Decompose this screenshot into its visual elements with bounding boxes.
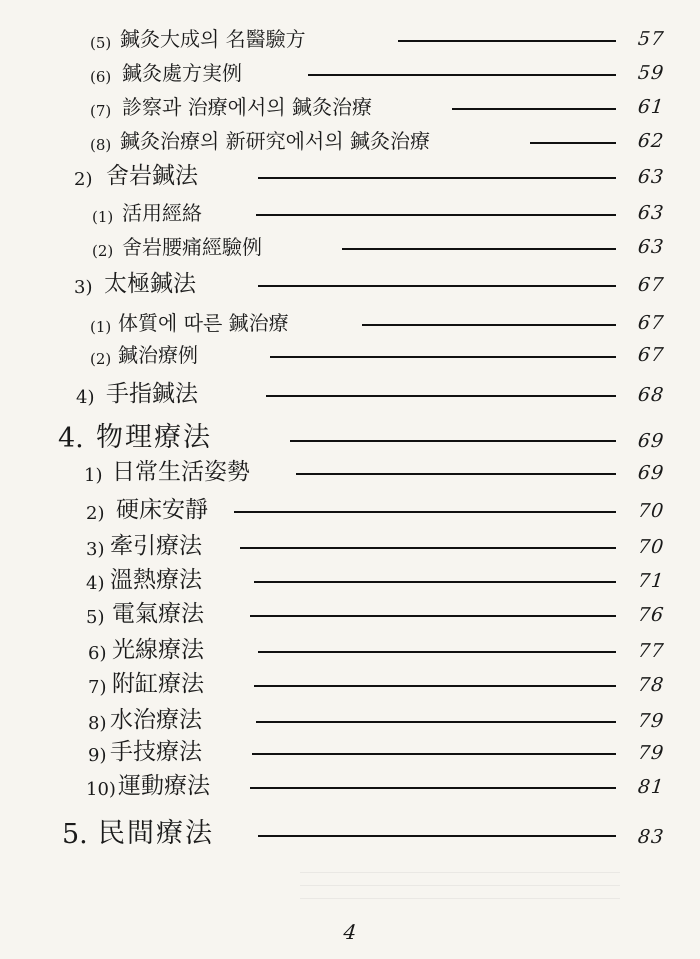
page-number: 4 — [342, 920, 358, 944]
toc-entry — [0, 160, 700, 194]
toc-entry — [0, 90, 700, 124]
toc-leader-line — [252, 753, 616, 755]
toc-leader-line — [308, 74, 616, 76]
bleed-through-shadow — [300, 860, 620, 910]
toc-entry-number: (1) — [90, 318, 112, 336]
toc-entry — [0, 704, 700, 738]
toc-entry — [0, 306, 700, 340]
toc-entry-page: 63 — [636, 202, 666, 224]
toc-entry-title: 日常生活姿勢 — [112, 459, 250, 485]
toc-leader-line — [258, 177, 616, 179]
toc-entry-title: 民間療法 — [98, 818, 214, 849]
toc-entry-page: 62 — [636, 130, 666, 152]
toc-entry-title: 硬床安靜 — [116, 497, 208, 523]
toc-entry-title: 鍼灸處方実例 — [122, 61, 242, 85]
toc-entry-number: 2) — [74, 169, 93, 190]
toc-entry-page: 67 — [636, 312, 666, 334]
toc-entry-page: 83 — [636, 826, 666, 848]
toc-entry — [0, 494, 700, 528]
toc-entry-title: 鍼灸大成의 名醫驗方 — [120, 27, 306, 51]
toc-entry — [0, 456, 700, 490]
toc-entry-number: (7) — [90, 102, 112, 120]
toc-entry — [0, 530, 700, 564]
toc-leader-line — [266, 395, 616, 397]
toc-entry — [0, 634, 700, 668]
toc-entry-page: 81 — [636, 776, 666, 798]
toc-leader-line — [296, 473, 616, 475]
toc-entry — [0, 56, 700, 90]
toc-entry-title: 電氣療法 — [112, 601, 204, 627]
toc-leader-line — [254, 581, 616, 583]
toc-leader-line — [256, 214, 616, 216]
toc-entry-number: 7) — [88, 677, 107, 698]
toc-entry-title: 鍼治療例 — [118, 343, 198, 367]
toc-entry — [0, 124, 700, 158]
toc-entry-title: 牽引療法 — [110, 533, 202, 559]
toc-leader-line — [256, 721, 616, 723]
toc-entry-page: 69 — [636, 430, 666, 452]
toc-entry-page: 71 — [636, 570, 666, 592]
toc-entry — [0, 668, 700, 702]
toc-entry — [0, 564, 700, 598]
toc-entry-page: 70 — [636, 536, 666, 558]
toc-leader-line — [452, 108, 616, 110]
toc-leader-line — [240, 547, 616, 549]
toc-leader-line — [398, 40, 616, 42]
toc-entry-title: 手指鍼法 — [106, 381, 198, 407]
toc-entry-number: 3) — [86, 539, 105, 560]
toc-entry-page: 69 — [636, 462, 666, 484]
toc-entry — [0, 338, 700, 372]
toc-entry-number: 10) — [86, 779, 116, 800]
toc-entry-title: 溫熱療法 — [110, 567, 202, 593]
toc-entry-number: 4. — [58, 423, 84, 454]
toc-entry-page: 77 — [636, 640, 666, 662]
toc-entry — [0, 378, 700, 412]
toc-entry — [0, 230, 700, 264]
toc-entry-page: 67 — [636, 344, 666, 366]
toc-entry-title: 物理療法 — [96, 422, 212, 453]
toc-leader-line — [258, 835, 616, 837]
toc-entry-number: (1) — [92, 208, 114, 226]
toc-entry-number: (5) — [90, 34, 112, 52]
toc-entry-number: 8) — [88, 713, 107, 734]
toc-leader-line — [250, 787, 616, 789]
toc-entry-number: 5. — [62, 819, 88, 850]
toc-leader-line — [234, 511, 616, 513]
toc-entry-page: 63 — [636, 166, 666, 188]
toc-entry-page: 79 — [636, 742, 666, 764]
toc-leader-line — [270, 356, 616, 358]
toc-entry-title: 手技療法 — [110, 739, 202, 765]
toc-entry — [0, 736, 700, 770]
toc-entry-page: 68 — [636, 384, 666, 406]
toc-entry-number: (6) — [90, 68, 112, 86]
toc-entry-number: 5) — [86, 607, 105, 628]
toc-leader-line — [258, 651, 616, 653]
toc-entry — [0, 22, 700, 56]
toc-entry — [0, 814, 700, 854]
toc-entry-title: 体質에 따른 鍼治療 — [118, 311, 289, 335]
toc-leader-line — [258, 285, 616, 287]
toc-entry-page: 76 — [636, 604, 666, 626]
toc-entry-number: 2) — [86, 503, 105, 524]
toc-entry-title: 水治療法 — [110, 707, 202, 733]
toc-entry-title: 太極鍼法 — [104, 271, 196, 297]
toc-leader-line — [290, 440, 616, 442]
toc-entry-number: (8) — [90, 136, 112, 154]
toc-entry-title: 診察과 治療에서의 鍼灸治療 — [122, 95, 372, 119]
toc-entry-page: 57 — [636, 28, 666, 50]
toc-entry — [0, 418, 700, 458]
toc-entry-number: (2) — [92, 242, 114, 260]
toc-entry-number: 4) — [86, 573, 105, 594]
toc-entry-number: 1) — [84, 465, 103, 486]
toc-entry-number: 6) — [88, 643, 107, 664]
toc-leader-line — [362, 324, 616, 326]
toc-entry-page: 63 — [636, 236, 666, 258]
toc-entry-page: 61 — [636, 96, 666, 118]
toc-entry-page: 59 — [636, 62, 666, 84]
toc-entry-page: 67 — [636, 274, 666, 296]
toc-entry — [0, 770, 700, 804]
toc-leader-line — [254, 685, 616, 687]
toc-entry-title: 運動療法 — [118, 773, 210, 799]
toc-entry-title: 活用經絡 — [122, 201, 202, 225]
toc-entry-title: 光線療法 — [112, 637, 204, 663]
toc-entry-number: 9) — [88, 745, 107, 766]
toc-entry-number: (2) — [90, 350, 112, 368]
toc-entry-page: 78 — [636, 674, 666, 696]
toc-leader-line — [342, 248, 616, 250]
toc-entry-page: 79 — [636, 710, 666, 732]
toc-entry-page: 70 — [636, 500, 666, 522]
toc-entry — [0, 268, 700, 302]
toc-entry-number: 3) — [74, 277, 93, 298]
toc-leader-line — [250, 615, 616, 617]
toc-entry-title: 附缸療法 — [112, 671, 204, 697]
toc-entry-title: 舍岩鍼法 — [106, 163, 198, 189]
toc-entry-title: 鍼灸治療의 新研究에서의 鍼灸治療 — [120, 129, 430, 153]
toc-entry-title: 舍岩腰痛經驗例 — [122, 235, 262, 259]
toc-entry — [0, 598, 700, 632]
toc-entry-number: 4) — [76, 387, 95, 408]
toc-entry — [0, 196, 700, 230]
toc-leader-line — [530, 142, 616, 144]
